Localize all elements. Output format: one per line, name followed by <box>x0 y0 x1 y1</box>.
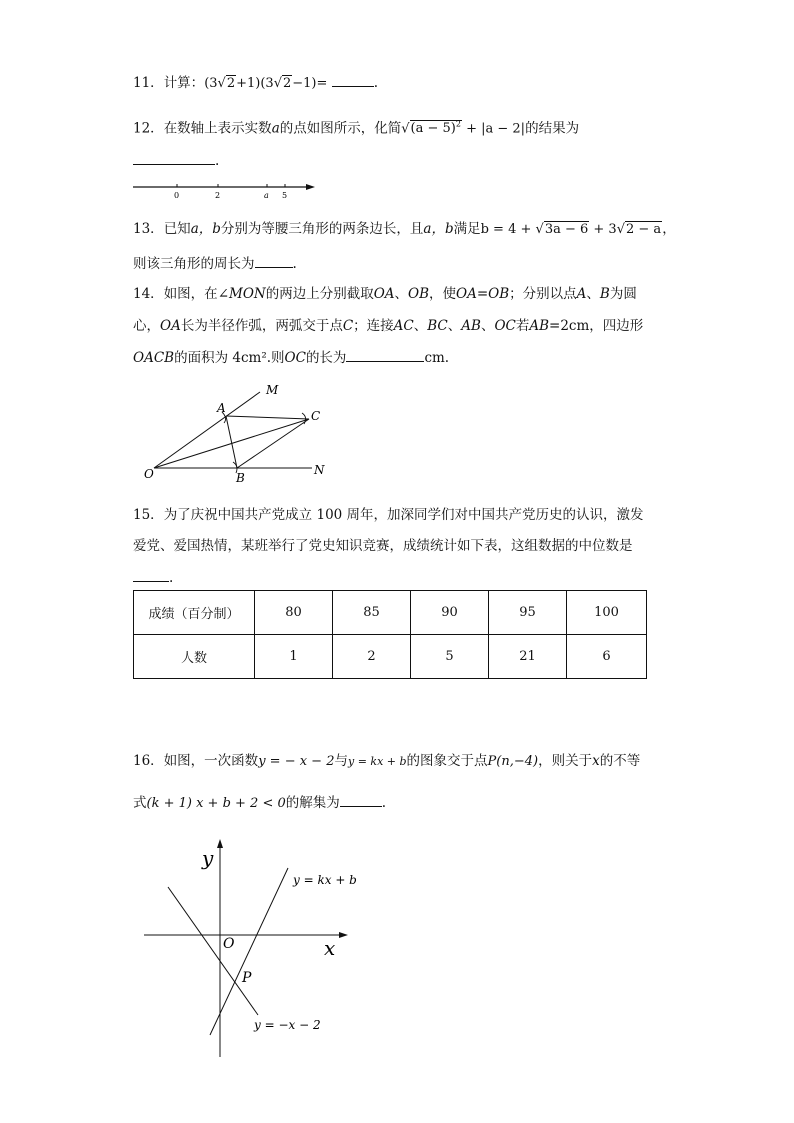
question-12-answer-line: . <box>133 150 219 171</box>
question-15-line3: . <box>133 567 173 588</box>
label-A: A <box>217 401 226 415</box>
label-O: O <box>144 467 154 481</box>
ray-OM <box>154 392 260 468</box>
question-number: 13． <box>133 221 164 237</box>
math-expression: b = 4 + √3a − 6 + 3√2 − a <box>480 222 662 237</box>
table-header-cell: 成绩（百分制） <box>134 591 255 635</box>
question-14: 14．如图，在∠MON的两边上分别截取OA、OB，使OA=OB；分别以点A、B为圆 <box>133 286 637 302</box>
question-12: 12．在数轴上表示实数a的点如图所示，化简$√(a - 5)^2 + |a - 2|$的结果为 <box>133 120 580 137</box>
line-y-kx-plus-b <box>210 868 288 1035</box>
table-cell: 2 <box>333 635 411 679</box>
tick-label-5: 5 <box>282 191 288 200</box>
table-cell: 1 <box>255 635 333 679</box>
question-number: 14． <box>133 286 164 302</box>
label-y-axis: y <box>202 846 214 870</box>
x-axis-arrow-icon <box>339 932 348 938</box>
table-row <box>134 635 647 679</box>
table-cell: 90 <box>411 591 489 635</box>
question-number: 15． <box>133 507 164 523</box>
question-15: 15．为了庆祝中国共产党成立 100 周年，加深同学们对中国共产党历史的认识，激发 <box>133 507 644 523</box>
math-expression: $√(a - 5)^2 + |a - 2|$ <box>401 120 526 137</box>
question-14-line3: OACB的面积为 4cm².则OC的长为 cm. <box>133 347 449 368</box>
label-x-axis: x <box>324 936 336 960</box>
table-cell: 95 <box>489 591 567 635</box>
segment-AC <box>226 416 309 419</box>
question-16-line2: 式(k + 1) x + b + 2 < 0的解集为 . <box>133 792 386 814</box>
table-cell: 21 <box>489 635 567 679</box>
table-cell: 85 <box>333 591 411 635</box>
number-line-figure <box>130 178 320 202</box>
label-C: C <box>311 409 321 423</box>
tick-label-2: 2 <box>215 191 221 200</box>
label-M: M <box>266 383 279 397</box>
answer-blank[interactable] <box>133 150 215 165</box>
label-origin: O <box>223 936 235 952</box>
question-13: 13．已知a，b分别为等腰三角形的两条边长，且a，b满足b = 4 + √3a − 6 + 3√2 − a， <box>133 221 676 237</box>
label-line-neg-x-2: y = −x − 2 <box>254 1018 321 1032</box>
table-cell: 6 <box>567 635 647 679</box>
table-row <box>134 591 647 635</box>
tick-label-0: 0 <box>174 191 180 200</box>
table-cell: 80 <box>255 591 333 635</box>
answer-blank[interactable] <box>346 347 424 362</box>
table-header-cell: 人数 <box>134 635 255 679</box>
question-text: 计算： <box>163 75 205 91</box>
geometry-figure-q14 <box>140 378 340 488</box>
question-15-line2: 爱党、爱国热情，某班举行了党史知识竞赛，成绩统计如下表，这组数据的中位数是 <box>133 538 633 554</box>
answer-blank[interactable] <box>340 792 382 807</box>
answer-blank[interactable] <box>133 567 169 582</box>
question-14-line2: 心，OA长为半径作弧，两弧交于点C；连接AC、BC、AB、OC若AB=2cm，四边形 <box>133 318 644 334</box>
label-N: N <box>314 463 325 477</box>
y-axis-arrow-icon <box>217 839 223 848</box>
question-16: 16．如图，一次函数y = − x − 2与y = kx + b的图象交于点P(n,−4)，则关于x的不等 <box>133 753 641 769</box>
answer-blank[interactable] <box>332 72 374 87</box>
segment-BC <box>237 419 309 468</box>
math-expression: (3√2+1)(3√2−1)= <box>204 76 328 91</box>
question-number: 16． <box>133 753 164 769</box>
question-number: 12． <box>133 120 164 137</box>
answer-blank[interactable] <box>255 253 293 268</box>
table-cell: 100 <box>567 591 647 635</box>
tick-label-a: a <box>264 191 269 200</box>
label-P: P <box>242 970 252 986</box>
question-number: 11． <box>133 75 164 91</box>
line-y-neg-x-minus-2 <box>168 887 258 1015</box>
label-B: B <box>236 471 245 485</box>
score-table <box>133 590 647 679</box>
label-line-kx-b: y = kx + b <box>293 873 357 887</box>
axis-arrow-icon <box>306 184 315 190</box>
question-13-line2: 则该三角形的周长为 . <box>133 253 297 274</box>
question-11: 11．计算：(3√2+1)(3√2−1)= . <box>133 72 378 94</box>
table-cell: 5 <box>411 635 489 679</box>
function-graph-q16 <box>140 835 360 1065</box>
